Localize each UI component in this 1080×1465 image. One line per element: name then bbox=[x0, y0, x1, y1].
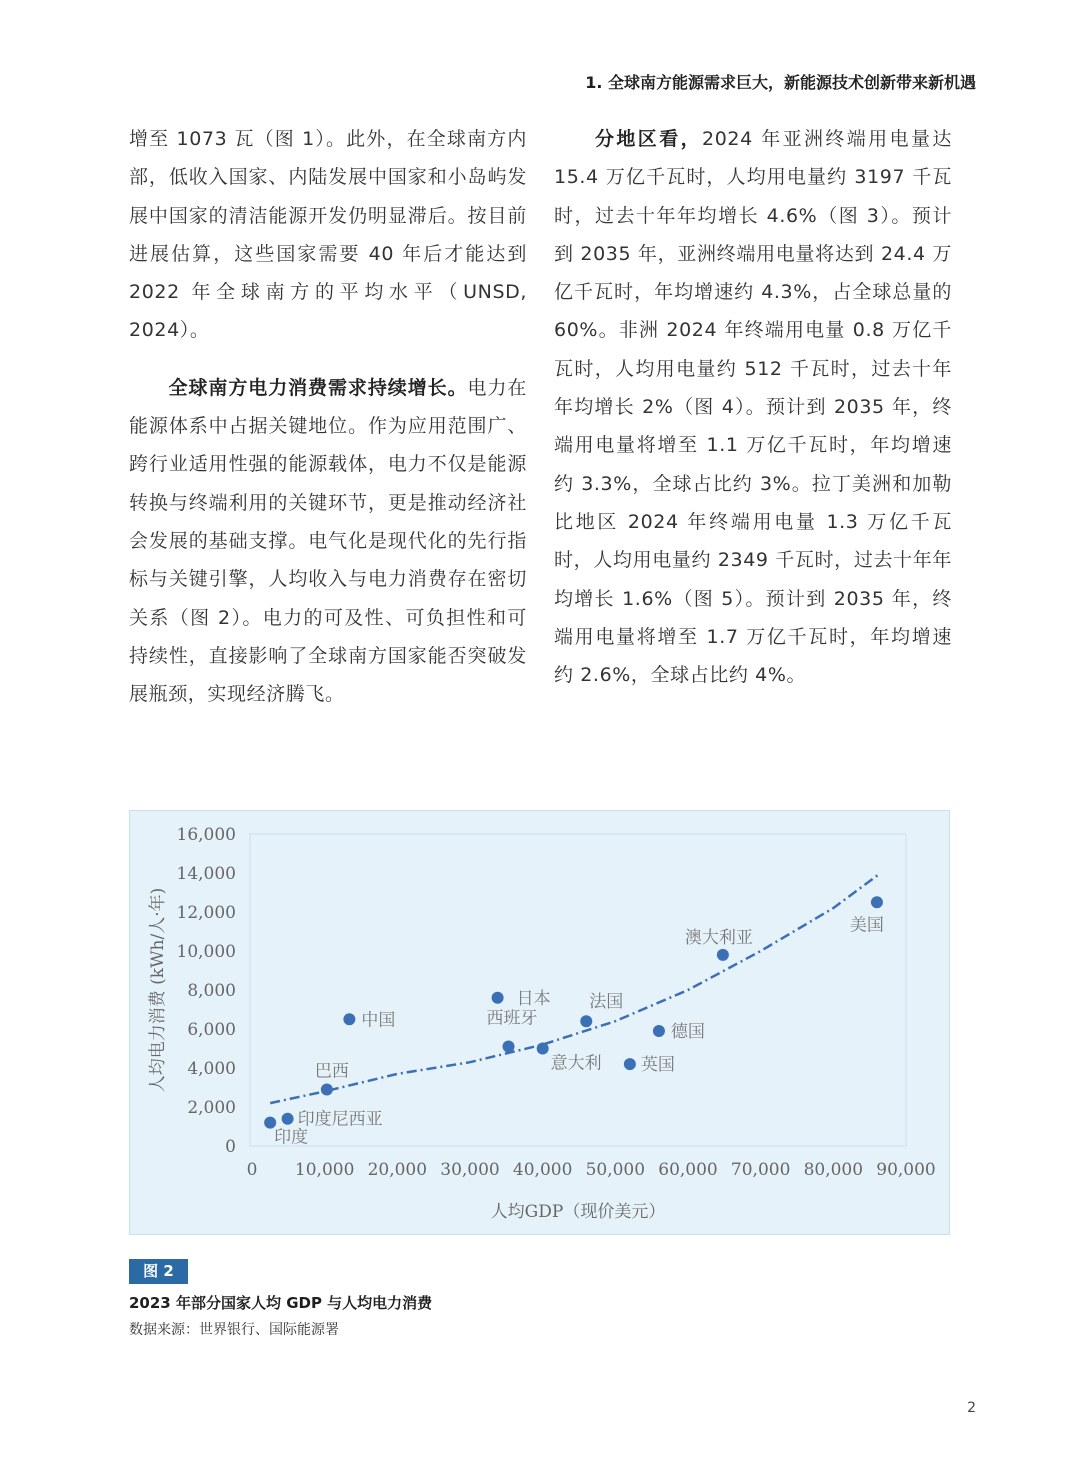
data-point bbox=[717, 949, 729, 961]
y-tick-label: 8,000 bbox=[187, 981, 236, 1001]
x-axis-label: 人均GDP（现价美元） bbox=[490, 1202, 666, 1222]
data-point-label: 法国 bbox=[589, 992, 624, 1013]
x-tick-label: 70,000 bbox=[730, 1160, 791, 1180]
data-point-label: 德国 bbox=[670, 1021, 705, 1042]
data-point-label: 西班牙 bbox=[486, 1008, 538, 1029]
page-number: 2 bbox=[967, 1400, 976, 1416]
y-tick-label: 14,000 bbox=[176, 864, 236, 884]
y-tick-label: 6,000 bbox=[187, 1020, 236, 1040]
y-tick-label: 16,000 bbox=[176, 825, 236, 845]
right-paragraph-1-lead: 分地区看， bbox=[593, 128, 702, 150]
x-tick-label: 60,000 bbox=[658, 1160, 718, 1180]
data-point-label: 印度 bbox=[274, 1127, 309, 1148]
chart-canvas bbox=[130, 811, 951, 1236]
right-paragraph-1 bbox=[554, 120, 952, 694]
data-point bbox=[282, 1113, 294, 1125]
data-point-label: 澳大利亚 bbox=[684, 927, 753, 948]
figure-source: 数据来源：世界银行、国际能源署 bbox=[129, 1322, 339, 1338]
y-tick-label: 0 bbox=[225, 1137, 236, 1157]
scatter-chart bbox=[129, 810, 950, 1235]
plot-area bbox=[250, 834, 906, 1146]
section-title: 1. 全球南方能源需求巨大，新能源技术创新带来新机遇 bbox=[585, 73, 976, 92]
left-paragraph-2-body: 电力在能源体系中占据关键地位。作为应用范围广、跨行业适用性强的能源载体，电力不仅是能源转换与终端利用的关键环节，更是推动经济社会发展的基础支撑。电气化是现代化的先行指标与关键引擎，人均收入与电力消费存在密切关系（图 2）。电力的可及性、可负担性和可持续性，直接影响了全球南方国家能否突破发展瓶颈，实现经济腾飞。 bbox=[129, 376, 527, 706]
x-tick-label: 50,000 bbox=[585, 1160, 646, 1180]
right-column bbox=[554, 120, 952, 694]
left-column bbox=[129, 120, 527, 713]
y-tick-label: 10,000 bbox=[176, 942, 236, 962]
y-tick-label: 4,000 bbox=[187, 1059, 236, 1079]
data-point-label: 美国 bbox=[849, 915, 884, 936]
left-paragraph-2-lead: 全球南方电力消费需求持续增长。 bbox=[168, 376, 468, 399]
x-tick-label: 0 bbox=[246, 1160, 258, 1180]
data-point bbox=[343, 1013, 355, 1025]
x-tick-label: 20,000 bbox=[367, 1160, 428, 1180]
data-point bbox=[321, 1083, 333, 1095]
y-axis-label: 人均电力消费 (kWh/人·年) bbox=[148, 887, 168, 1093]
x-tick-label: 10,000 bbox=[294, 1160, 355, 1180]
x-tick-label: 40,000 bbox=[512, 1160, 573, 1180]
data-point-label: 印度尼西亚 bbox=[297, 1109, 383, 1130]
y-tick-label: 12,000 bbox=[176, 903, 236, 923]
data-point bbox=[653, 1025, 665, 1037]
data-point-label: 中国 bbox=[361, 1010, 396, 1031]
data-point bbox=[871, 896, 883, 908]
x-tick-label: 30,000 bbox=[440, 1160, 500, 1180]
data-point bbox=[580, 1015, 592, 1027]
data-point bbox=[537, 1043, 549, 1055]
data-point bbox=[624, 1058, 636, 1070]
data-point-label: 英国 bbox=[640, 1055, 675, 1076]
x-axis-ticks bbox=[247, 1160, 936, 1180]
y-axis-ticks bbox=[177, 825, 236, 1157]
figure-tag: 图 2 bbox=[129, 1259, 188, 1284]
left-paragraph-1: 增至 1073 瓦（图 1）。此外，在全球南方内部，低收入国家、内陆发展中国家和小岛屿发展中国家的清洁能源开发仍明显滞后。按目前进展估算，这些国家需要 40 年后才能达到 2022 年全球南方的平均水平（UNSD, 2024）。 bbox=[129, 128, 527, 342]
data-point-label: 巴西 bbox=[314, 1061, 349, 1082]
data-point bbox=[503, 1041, 515, 1053]
data-point-label: 意大利 bbox=[550, 1053, 602, 1074]
figure-title: 2023 年部分国家人均 GDP 与人均电力消费 bbox=[129, 1294, 433, 1312]
x-tick-label: 80,000 bbox=[803, 1160, 864, 1180]
data-point-label: 日本 bbox=[516, 988, 551, 1009]
x-tick-label: 90,000 bbox=[876, 1160, 936, 1180]
left-paragraph-2 bbox=[129, 369, 527, 714]
right-paragraph-1-body: 2024 年亚洲终端用电量达 15.4 万亿千瓦时，人均用电量约 3197 千瓦时，过去十年年均增长 4.6%（图 3）。预计到 2035 年，亚洲终端用电量将达到 24.4 万亿千瓦时，年均增速约 4.3%，占全球总量的 60%。非洲 2024 年终端用电量 0.8 万亿千瓦时，人均用电量约 512 千瓦时，过去十年年均增长 2%（图 4）。预计到 2035 年，终端用电量将增至 1.1 万亿千瓦时，年均增速约 3.3%，全球占比约 3%。拉丁美洲和加勒比地区 2024 年终端用电量 1.3 万亿千瓦时，人均用电量约 2349 千瓦时，过去十年年均增长 1.6%（图 5）。预计到 2035 年，终端用电量将增至 1.7 万亿千瓦时，年均增速约 2.6%，全球占比约 4%。 bbox=[554, 128, 952, 687]
y-tick-label: 2,000 bbox=[187, 1098, 236, 1118]
data-point bbox=[492, 992, 504, 1004]
